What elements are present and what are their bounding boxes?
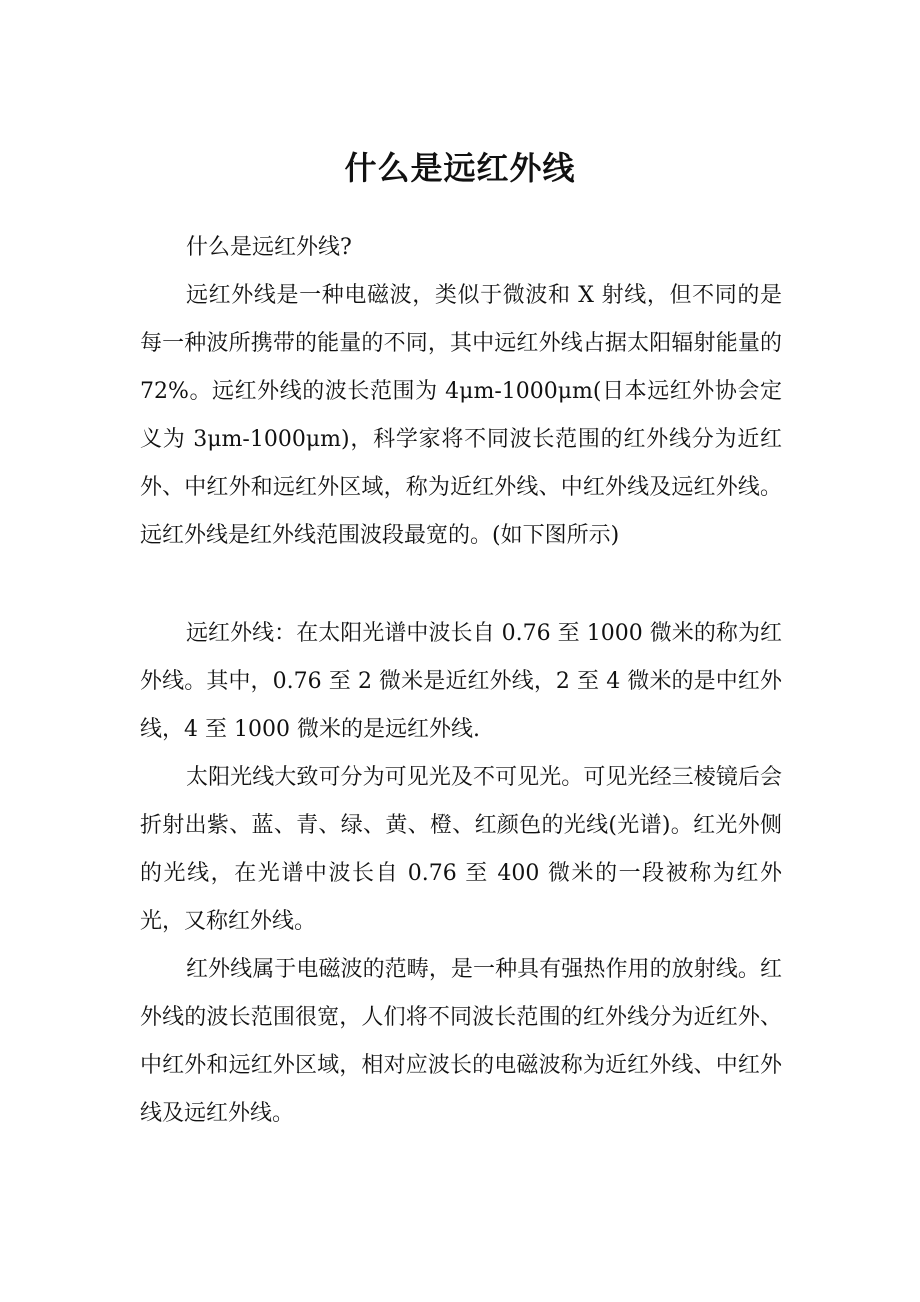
page-title: 什么是远红外线 bbox=[344, 149, 576, 187]
paragraph-definition: 远红外线是一种电磁波，类似于微波和 X 射线，但不同的是每一种波所携带的能量的不同，其中远红外线占据太阳辐射能量的 72%。远红外线的波长范围为 4μm-1000μm(日本远红外协会定义为 3μm-1000μm)，科学家将不同波长范围的红外线分为近红外、中红外和远红外区域，称为近红外线、中红外线及远红外线。远红外线是红外线范围波段最宽的。(如下图所示) bbox=[140, 283, 782, 548]
paragraph-sunlight: 太阳光线大致可分为可见光及不可见光。可见光经三棱镜后会折射出紫、蓝、青、绿、黄、橙、红颜色的光线(光谱)。红光外侧的光线，在光谱中波长自 0.76 至 400 微米的一段被称为红外光，又称红外线。 bbox=[140, 765, 782, 934]
paragraph-question: 什么是远红外线? bbox=[186, 235, 352, 260]
paragraph-electromagnetic: 红外线属于电磁波的范畴，是一种具有强热作用的放射线。红外线的波长范围很宽，人们将不同波长范围的红外线分为近红外、中红外和远红外区域，相对应波长的电磁波称为近红外线、中红外线及远红外线。 bbox=[140, 957, 782, 1126]
paragraph-spectrum-ranges: 远红外线：在太阳光谱中波长自 0.76 至 1000 微米的称为红外线。其中，0.76 至 2 微米是近红外线，2 至 4 微米的是中红外线，4 至 1000 微米的是远红外线. bbox=[140, 621, 782, 742]
document-body bbox=[140, 224, 782, 1138]
